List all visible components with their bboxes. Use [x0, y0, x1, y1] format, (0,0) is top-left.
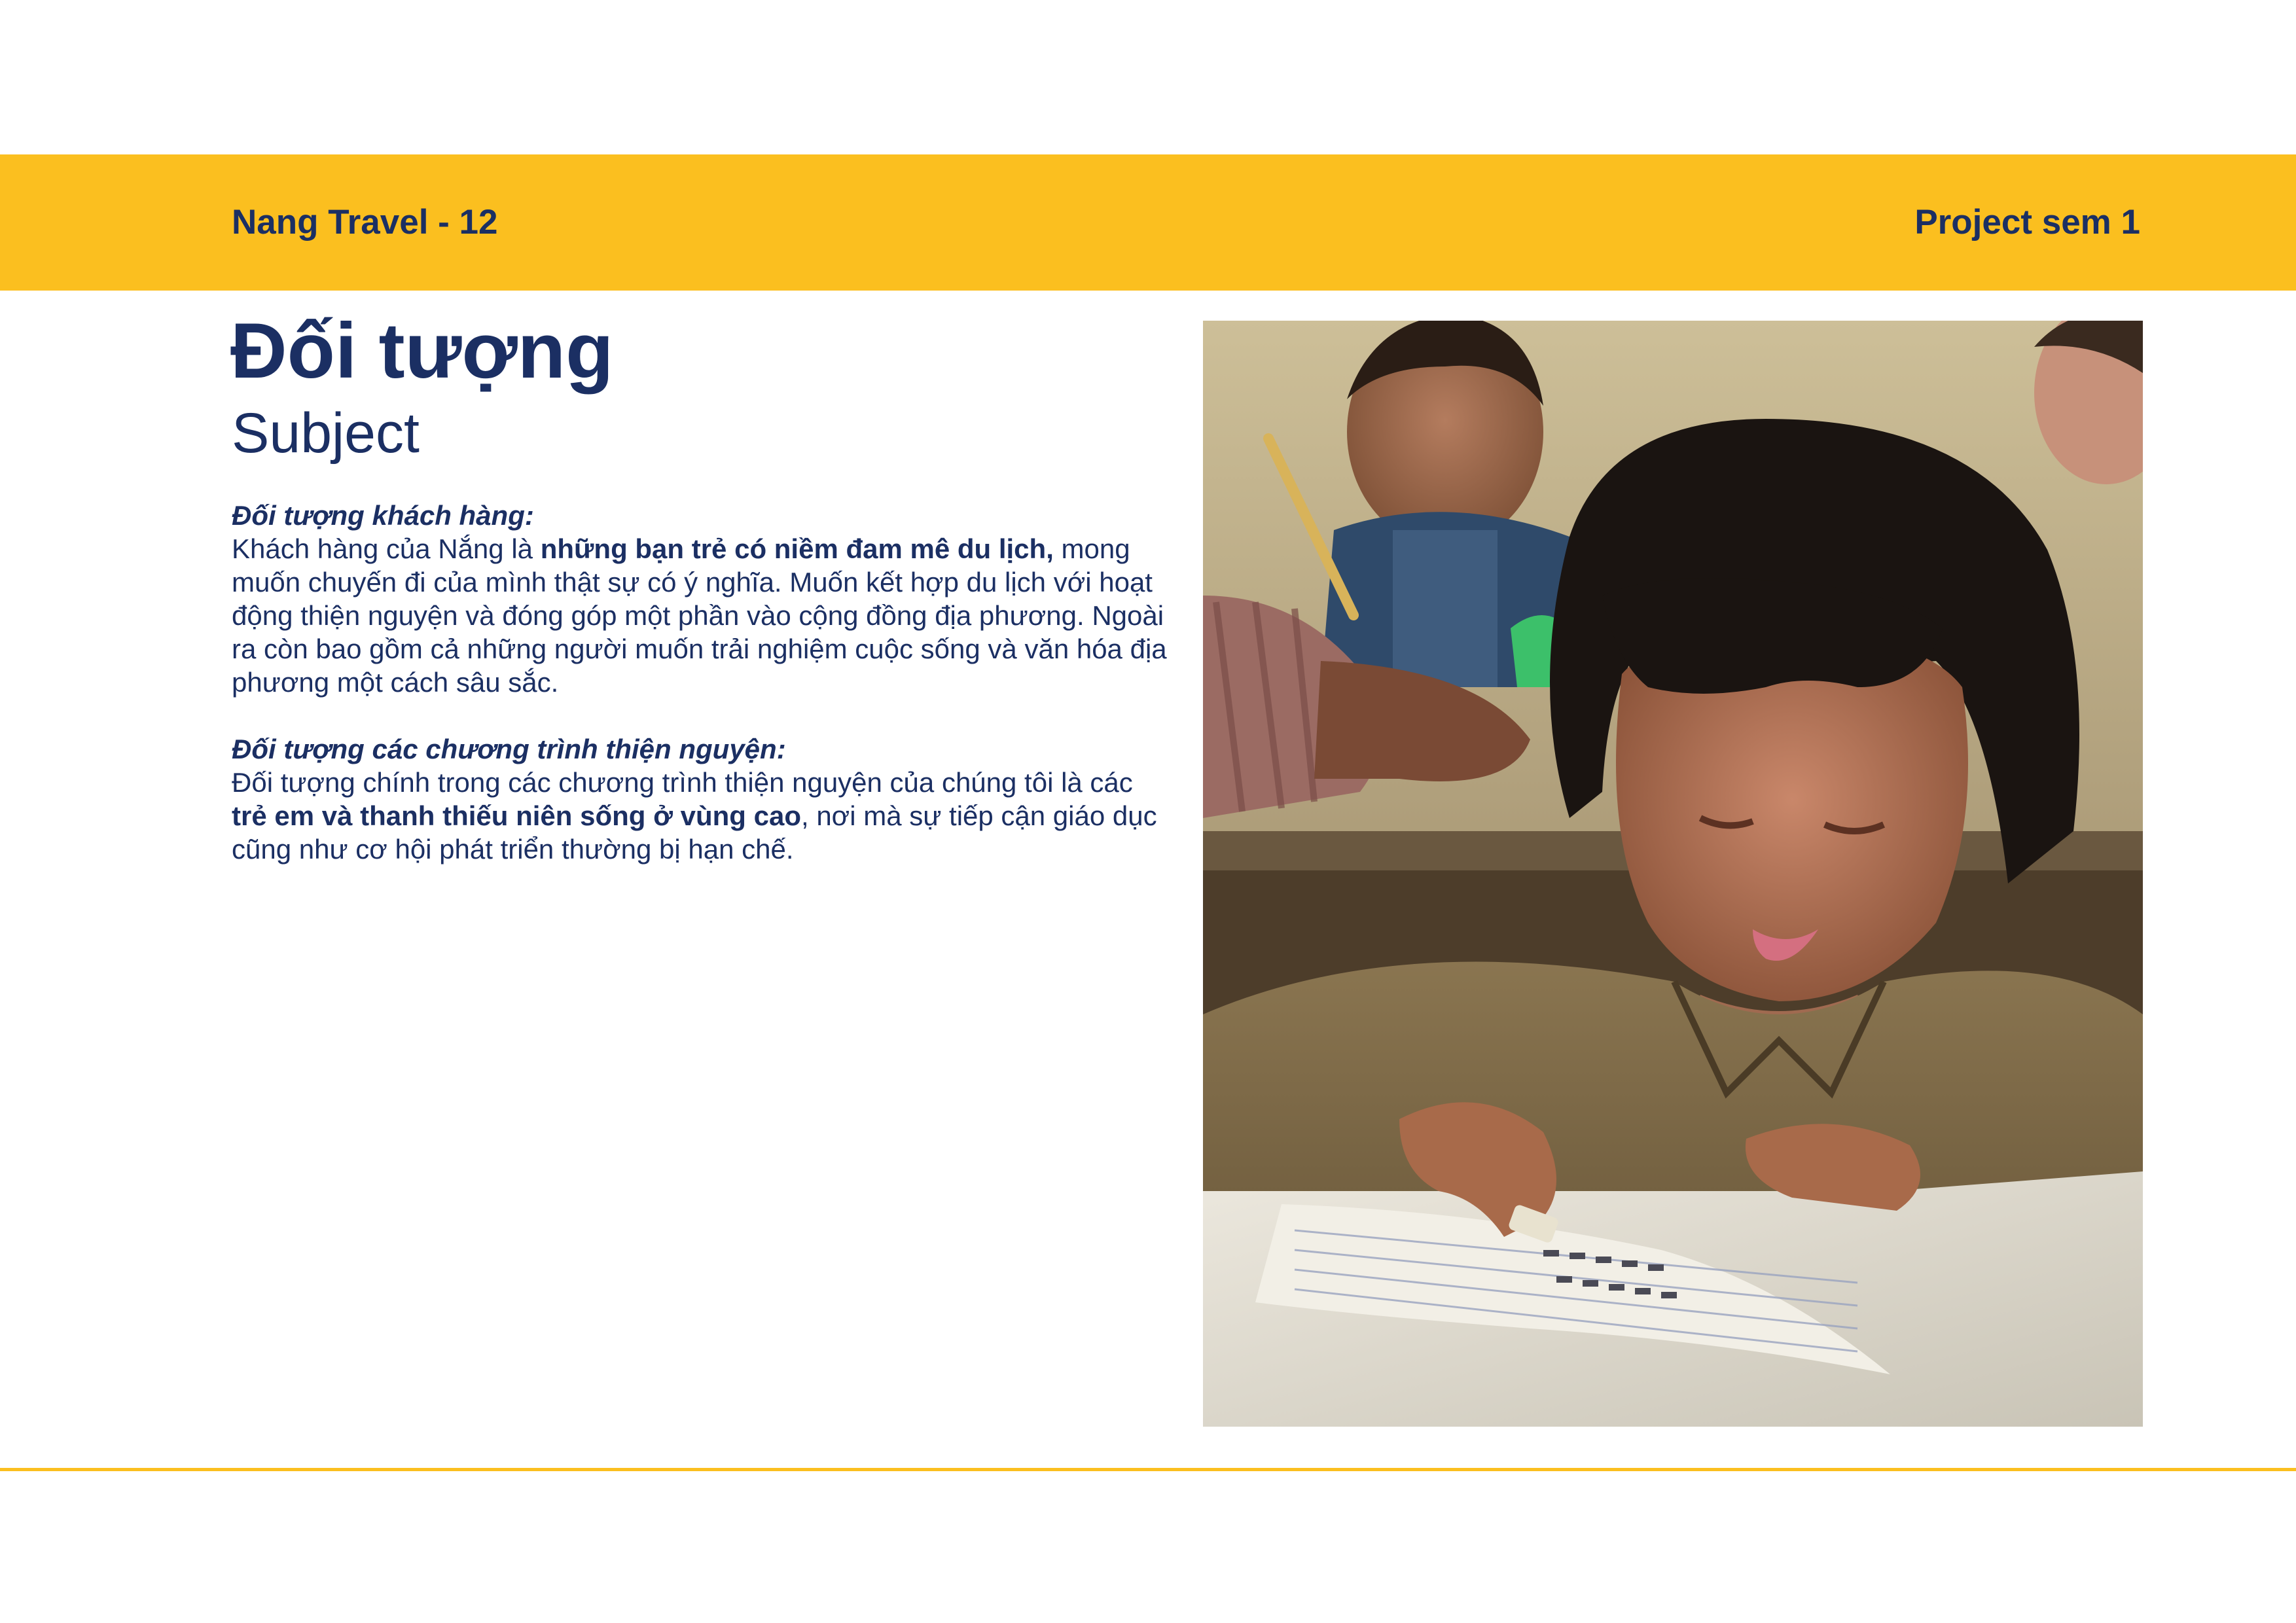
section-heading-customers: Đối tượng khách hàng:: [232, 500, 534, 531]
paragraph-text: Khách hàng của Nắng là: [232, 533, 541, 564]
bottom-rule: [0, 1468, 2296, 1471]
section-paragraph-charity: [232, 766, 1174, 866]
body-text: [232, 499, 1174, 899]
header-document-label: Nang Travel - 12: [232, 203, 498, 241]
paragraph-text: , nơi mà sự tiếp cận giáo dục cũng như cơ hội phát triển thường bị hạn chế.: [232, 800, 1157, 865]
page-subtitle: Subject: [232, 402, 420, 465]
section-paragraph-customers: [232, 532, 1174, 699]
page-title: Đối tượng: [230, 307, 614, 395]
paragraph-emphasis: trẻ em và thanh thiếu niên sống ở vùng cao: [232, 800, 801, 831]
section-heading-charity: Đối tượng các chương trình thiện nguyện:: [232, 734, 786, 764]
paragraph-text: mong muốn chuyến đi của mình thật sự có ý nghĩa. Muốn kết hợp du lịch với hoạt động thiện nguyện và đóng góp một phần vào cộng đồng địa phương. Ngoài ra còn bao gồm cả những người muốn trải nghiệm cuộc sống và văn hóa địa phương một cách sâu sắc.: [232, 533, 1167, 698]
header-project-label: Project sem 1: [1914, 203, 2140, 241]
paragraph-text: Đối tượng chính trong các chương trình thiện nguyện của chúng tôi là các: [232, 767, 1133, 798]
child-studying-photo: [1203, 321, 2143, 1427]
paragraph-emphasis: những bạn trẻ có niềm đam mê du lịch,: [540, 533, 1054, 564]
